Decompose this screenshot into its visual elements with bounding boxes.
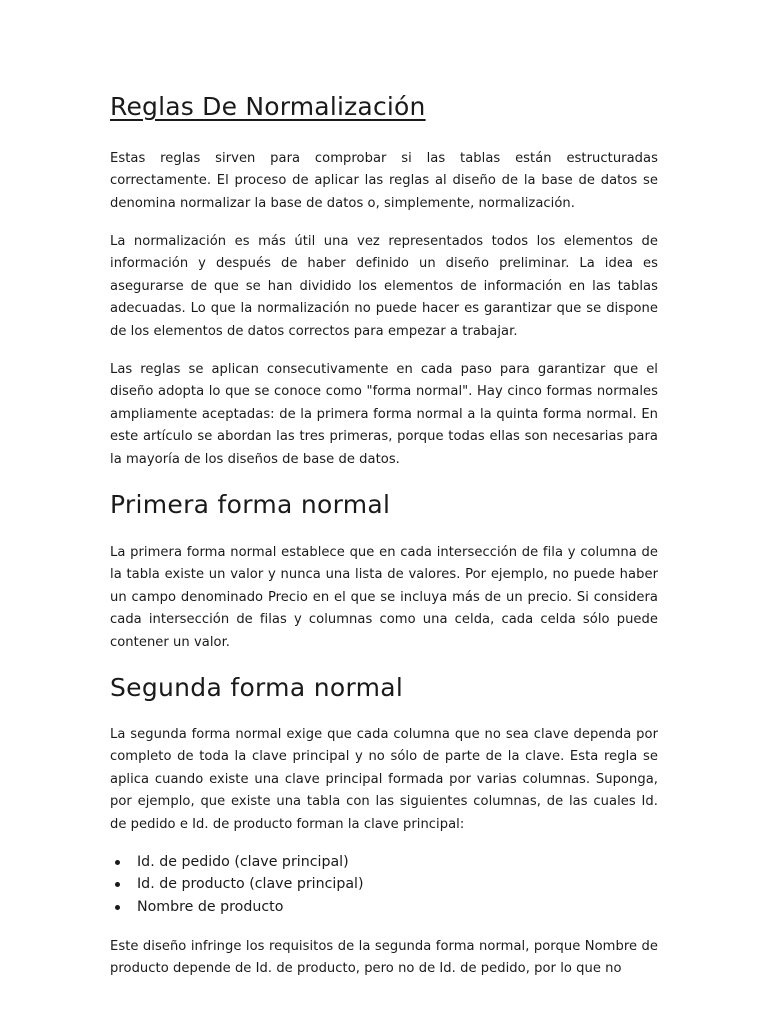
- primary-key-column-list: [110, 851, 658, 918]
- bullet-icon: [115, 905, 120, 910]
- section-paragraph-primera: La primera forma normal establece que en cada intersección de fila y columna de la tabla existe un valor y nunca una lista de valores. Por ejemplo, no puede haber un campo denominado Precio en el que se incluya más de un precio. Si considera cada intersección de filas y columnas como una celda, cada celda sólo puede contener un valor.: [110, 545, 658, 650]
- list-item: [110, 873, 658, 895]
- section-paragraph-segunda: La segunda forma normal exige que cada columna que no sea clave dependa por completo de toda la clave principal y no sólo de parte de la clave. Esta regla se aplica cuando existe una clave principal formada por varias columnas. Suponga, por ejemplo, que existe una tabla con las siguientes columnas, de las cuales Id. de pedido e Id. de producto forman la clave principal:: [110, 727, 658, 832]
- document-title: Reglas De Normalización: [110, 92, 426, 121]
- list-item: [110, 851, 658, 873]
- bullet-icon: [115, 860, 120, 865]
- list-item: [110, 896, 658, 918]
- list-item-label: Id. de producto (clave principal): [137, 876, 364, 893]
- list-item-label: Id. de pedido (clave principal): [137, 854, 349, 870]
- section-heading-primera: Primera forma normal: [110, 490, 391, 519]
- intro-paragraph-1: Estas reglas sirven para comprobar si las tablas están estructuradas correctamente. El proceso de aplicar las reglas al diseño de la base de datos se denomina normalizar la base de datos o, simplemente, normalización.: [110, 151, 658, 211]
- list-item-label: Nombre de producto: [137, 898, 284, 915]
- intro-paragraph-3: Las reglas se aplican consecutivamente en cada paso para garantizar que el diseño adopta lo que se conoce como "forma normal". Hay cinco formas normales ampliamente aceptadas: de la primera forma normal a la quinta forma normal. En este artículo se abordan las tres primeras, porque todas ellas son necesarias para la mayoría de los diseños de base de datos.: [110, 362, 658, 467]
- closing-paragraph: Este diseño infringe los requisitos de la segunda forma normal, porque Nombre de producto depende de Id. de producto, pero no de Id. de pedido, por lo que no: [110, 939, 658, 977]
- intro-paragraph-2: La normalización es más útil una vez representados todos los elementos de información y después de haber definido un diseño preliminar. La idea es asegurarse de que se han dividido los elementos de información en las tablas adecuadas. Lo que la normalización no puede hacer es garantizar que se dispone de los elementos de datos correctos para empezar a trabajar.: [110, 234, 658, 339]
- bullet-icon: [115, 882, 120, 887]
- section-heading-segunda: Segunda forma normal: [110, 673, 404, 702]
